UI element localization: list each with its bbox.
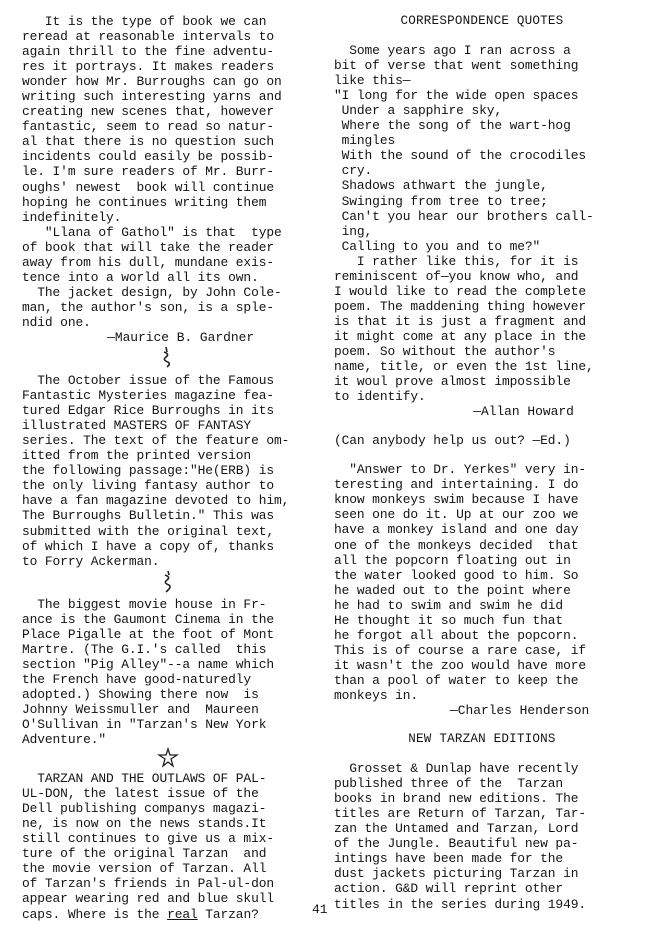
correspondence-quotes-heading: CORRESPONDENCE QUOTES bbox=[400, 14, 564, 28]
squiggle-ornament-2 bbox=[22, 569, 314, 597]
book-review-paragraph: It is the type of book we can reread at reasonable intervals to again thrill to the fine adventu- res it portrays. It makes readers wonder how Mr. Burroughs can go on writing such interesting yarns and creating new scenes that, however fantastic, seem to read so natur- al that there is no question such incidents could easily be possib- le. I'm sure readers of Mr. Burr- oughs' newest book will continue hoping he continues writing them indefinitely. "Llana of Gathol" is that type of book that will take the reader away from his dull, mundane exis- tence into a world all its own. The jacket design, by John Cole- man, the author's son, is a sple- ndid one. bbox=[22, 14, 282, 330]
dell-comics-text: TARZAN AND THE OUTLAWS OF PAL- UL-DON, the latest issue of the Dell publishing companys magazi- ne, is now on the news stands.It still continues to give us a mix- ture of the original Tarzan and the movie version of Tarzan. All of Tarzan's friends in Pal-ul-don appear wearing red and blue skull caps. Where is the bbox=[22, 771, 274, 922]
signature-allan-howard: —Allan Howard bbox=[334, 404, 574, 420]
famous-fantastic-mysteries-paragraph: The October issue of the Famous Fantastic Mysteries magazine fea- tured Edgar Rice Burroughs in its illustrated MASTERS OF FANTASY series. The text of the feature om- itted from the printed version the following passage:"He(ERB) is the only living fantasy author to have a fan magazine devoted to him, The Burroughs Bulletin." This was submitted with the original text, of which I have a copy of, thanks to Forry Ackerman. bbox=[22, 373, 290, 569]
dell-comics-paragraph bbox=[22, 771, 314, 921]
right-column bbox=[334, 14, 630, 912]
poem-letter-paragraph: Some years ago I ran across a bit of verse that went something like this— "I long for the wide open spaces Under a sapphire sky, Where the song of the wart-hog mingles With the sound of the crocodiles cry. Shadows athwart the jungle, Swinging from tree to tree; Can't you hear our brothers call- ing, Calling to you and to me?" I rather like this, for it is reminiscent of—you know who, and I would like to read the complete poem. The maddening thing however is that it is just a fragment and it might come at any place in the poem. So without the author's name, title, or even the 1st line, it woul prove almost impossible to identify. bbox=[334, 43, 594, 405]
dell-comics-ending: Tarzan? bbox=[197, 906, 259, 922]
squiggle-ornament-1 bbox=[22, 345, 314, 373]
star-ornament bbox=[22, 747, 314, 771]
monkey-letter-paragraph: "Answer to Dr. Yerkes" very in- teresting and intertaining. I do know monkeys swim because I have seen one do it. Up at our zoo we have a monkey island and one day one of the monkeys decided that all the popcorn floating out in the water looked good to him. So he waded out to the point where he had to swim and swim he did He thought it so much fun that he forgot all about the popcorn. This is of course a rare case, if it wasn't the zoo would have more than a pool of water to keep the monkeys in. bbox=[334, 462, 586, 703]
gaumont-cinema-paragraph: The biggest movie house in Fr- ance is the Gaumont Cinema in the Place Pigalle at the foot of Mont Martre. (The G.I.'s called this section "Pig Alley"--a name which the French have good-naturedly adopted.) Showing there now is Johnny Weissmuller and Maureen O'Sullivan in "Tarzan's New York Adventure." bbox=[22, 596, 274, 748]
signature-charles-henderson: —Charles Henderson bbox=[334, 703, 590, 719]
signature-maurice-gardner: —Maurice B. Gardner bbox=[22, 329, 255, 345]
page-number: 41 bbox=[312, 902, 328, 917]
editor-note: (Can anybody help us out? —Ed.) bbox=[334, 433, 571, 449]
underlined-word-real: real bbox=[167, 906, 198, 922]
left-column bbox=[22, 14, 314, 922]
new-tarzan-editions-heading: NEW TARZAN EDITIONS bbox=[408, 732, 556, 747]
new-editions-paragraph: Grosset & Dunlap have recently published three of the Tarzan books in brand new editions. The titles are Return of Tarzan, Tar- zan the Untamed and Tarzan, Lord of the Jungle. Beautiful new pa- intings have been made for the dust jackets picturing Tarzan in action. G&D will reprint other titles in the series during 1949. bbox=[334, 761, 586, 912]
